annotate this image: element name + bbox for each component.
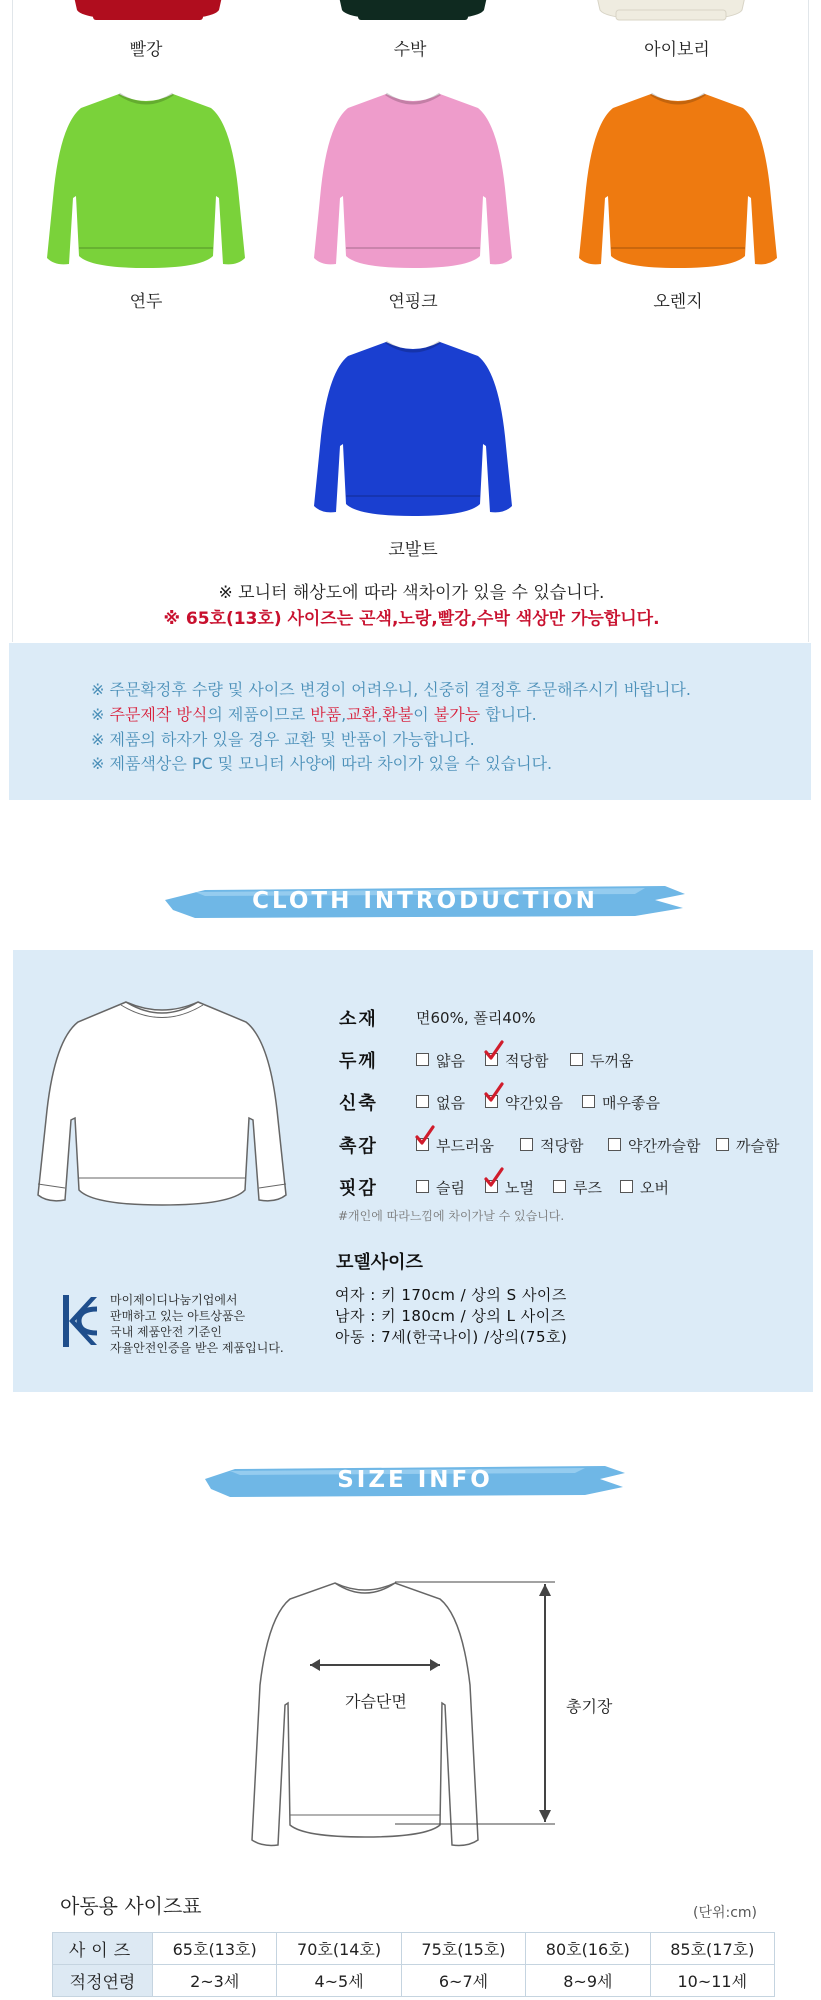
cloth-introduction-banner <box>165 878 685 924</box>
option-label: 오버 <box>640 1179 669 1197</box>
table-cell: 80호(16호) <box>526 1933 650 1965</box>
kc-text-line: 판매하고 있는 아트상품은 <box>110 1309 246 1323</box>
option-touch <box>416 1135 494 1156</box>
option-thickness <box>485 1050 548 1071</box>
option-thickness <box>416 1050 465 1071</box>
checkbox-icon <box>570 1053 583 1066</box>
size-availability-notice: ※ 65호(13호) 사이즈는 곤색,노랑,빨강,수박 색상만 가능합니다. <box>163 609 660 629</box>
fit-note: #개인에 따라느낌에 차이가날 수 있습니다. <box>338 1209 565 1223</box>
table-cell: 65호(13호) <box>153 1933 277 1965</box>
model-size-title: 모델사이즈 <box>336 1252 423 1273</box>
notice-text: , <box>341 705 347 724</box>
table-cell: 2~3세 <box>153 1965 277 1997</box>
checkbox-icon <box>553 1180 566 1193</box>
checkbox-icon <box>416 1180 429 1193</box>
option-label: 적당함 <box>540 1137 584 1155</box>
table-cell: 70호(14호) <box>277 1933 401 1965</box>
chest-width-label: 가슴단면 <box>345 1692 407 1711</box>
option-label: 까슬함 <box>736 1137 780 1155</box>
order-notice-line <box>91 702 537 725</box>
color-swatch-section <box>12 0 809 642</box>
checkbox-icon <box>716 1138 729 1151</box>
notice-emphasis: 교환 <box>346 705 378 724</box>
option-label: 얇음 <box>436 1052 465 1070</box>
option-label: 루즈 <box>573 1179 602 1197</box>
option-label: 적당함 <box>505 1052 549 1070</box>
kc-text-line: 자율안전인증을 받은 제품입니다. <box>110 1341 284 1355</box>
color-label: 아이보리 <box>644 40 710 60</box>
option-touch <box>716 1135 779 1156</box>
material-value: 면60%, 폴리40% <box>416 1009 536 1027</box>
table-cell: 10~11세 <box>650 1965 774 1997</box>
sweater-orange <box>573 88 783 278</box>
notice-text: 의 제품이므로 <box>207 705 311 724</box>
option-label: 노멀 <box>505 1179 534 1197</box>
unit-label: (단위:cm) <box>693 1905 758 1921</box>
table-row <box>53 1965 775 1997</box>
banner-title: CLOTH INTRODUCTION <box>252 888 598 914</box>
checkbox-icon <box>582 1095 595 1108</box>
row-header: 사이즈 <box>53 1933 153 1965</box>
option-fit <box>485 1177 534 1198</box>
option-fit <box>620 1177 669 1198</box>
table-cell: 75호(15호) <box>401 1933 525 1965</box>
banner-title: SIZE INFO <box>337 1467 493 1493</box>
option-label: 약간있음 <box>505 1094 563 1112</box>
checkbox-icon <box>608 1138 621 1151</box>
thickness-label: 두께 <box>339 1051 378 1072</box>
table-row <box>53 1933 775 1965</box>
kc-text-line: 마이제이디나눔기업에서 <box>110 1293 238 1307</box>
option-fit <box>553 1177 602 1198</box>
color-label: 오렌지 <box>653 292 703 312</box>
option-label: 매우좋음 <box>602 1094 660 1112</box>
order-notice-line: ※ 주문확정후 수량 및 사이즈 변경이 어려우니, 신중히 결정후 주문해주시기 바랍니다. <box>91 680 691 699</box>
total-length-label: 총기장 <box>566 1697 613 1716</box>
table-cell: 8~9세 <box>526 1965 650 1997</box>
table-cell: 85호(17호) <box>650 1933 774 1965</box>
length-arrow <box>395 1578 565 1828</box>
option-thickness <box>570 1050 633 1071</box>
model-female: 여자 : 키 170cm / 상의 S 사이즈 <box>335 1286 567 1304</box>
order-notice-line: ※ 제품의 하자가 있을 경우 교환 및 반품이 가능합니다. <box>91 730 475 749</box>
table-cell: 6~7세 <box>401 1965 525 1997</box>
color-label: 연핑크 <box>388 292 438 312</box>
option-label: 없음 <box>436 1094 465 1112</box>
sweater-outline-icon <box>31 1000 293 1225</box>
table-cell: 4~5세 <box>277 1965 401 1997</box>
size-table-title: 아동용 사이즈표 <box>60 1894 202 1918</box>
sweater-light-pink <box>308 88 518 278</box>
option-touch <box>520 1135 583 1156</box>
option-stretch <box>485 1092 563 1113</box>
size-table <box>52 1932 775 1997</box>
order-notice-line: ※ 제품색상은 PC 및 모니터 사양에 따라 차이가 있을 수 있습니다. <box>91 754 553 773</box>
order-notice-box <box>9 643 811 800</box>
option-label: 슬림 <box>436 1179 465 1197</box>
model-male: 남자 : 키 180cm / 상의 L 사이즈 <box>335 1307 566 1325</box>
option-stretch <box>582 1092 660 1113</box>
model-child: 아동 : 7세(한국나이) /상의(75호) <box>335 1328 568 1346</box>
checkmark-icon <box>483 1040 505 1066</box>
option-fit <box>416 1177 465 1198</box>
kc-text-line: 국내 제품안전 기준인 <box>110 1325 222 1339</box>
material-label: 소재 <box>339 1009 378 1030</box>
kc-certification-icon <box>61 1293 99 1349</box>
notice-text: ※ <box>91 705 110 724</box>
size-info-banner <box>205 1457 625 1503</box>
option-stretch <box>416 1092 465 1113</box>
row-header: 적정연령 <box>53 1965 153 1997</box>
sweater-red <box>63 0 233 28</box>
checkmark-icon <box>483 1167 505 1193</box>
checkbox-icon <box>520 1138 533 1151</box>
checkmark-icon <box>483 1082 505 1108</box>
sweater-ivory <box>586 0 756 28</box>
stretch-label: 신축 <box>339 1093 378 1114</box>
sweater-watermelon <box>328 0 498 28</box>
notice-text: , <box>377 705 383 724</box>
color-label: 수박 <box>393 40 427 60</box>
notice-text: 합니다. <box>480 705 537 724</box>
checkbox-icon <box>416 1053 429 1066</box>
color-label: 연두 <box>129 292 163 312</box>
notice-text: 이 <box>413 705 434 724</box>
option-touch <box>608 1135 700 1156</box>
option-label: 부드러움 <box>436 1137 494 1155</box>
touch-label: 촉감 <box>339 1136 378 1157</box>
fit-label: 핏감 <box>339 1178 378 1199</box>
checkbox-icon <box>620 1180 633 1193</box>
kc-text <box>110 1292 284 1356</box>
checkbox-icon <box>416 1095 429 1108</box>
notice-emphasis: 환불 <box>382 705 414 724</box>
notice-emphasis: 불가능 <box>433 705 481 724</box>
color-label: 코발트 <box>388 540 438 560</box>
monitor-notice: ※ 모니터 해상도에 따라 색차이가 있을 수 있습니다. <box>218 583 605 603</box>
sweater-light-green <box>41 88 251 278</box>
notice-emphasis: 주문제작 방식 <box>109 705 208 724</box>
notice-emphasis: 반품 <box>310 705 342 724</box>
option-label: 두꺼움 <box>590 1052 634 1070</box>
checkmark-icon <box>414 1125 436 1151</box>
sweater-cobalt <box>308 336 518 526</box>
color-label: 빨강 <box>129 40 163 60</box>
option-label: 약간까슬함 <box>628 1137 701 1155</box>
